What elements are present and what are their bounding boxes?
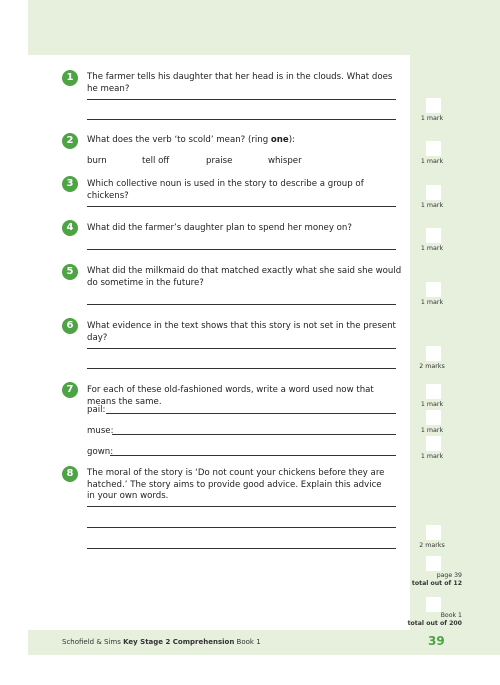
answer-line[interactable] xyxy=(87,506,396,507)
choice-option[interactable]: tell off xyxy=(142,156,170,166)
answer-line[interactable] xyxy=(87,206,396,207)
page-total-page: page 39 xyxy=(436,572,462,579)
mark-label: 1 mark xyxy=(420,299,444,306)
mark-box[interactable] xyxy=(426,436,441,451)
mark-box[interactable] xyxy=(426,410,441,425)
mark-box[interactable] xyxy=(426,384,441,399)
question-2-text: What does the verb ‘to scold’ mean? (ring one): xyxy=(87,135,295,145)
answer-line[interactable] xyxy=(87,348,396,349)
answer-line[interactable] xyxy=(87,99,396,100)
mark-label: 1 mark xyxy=(420,245,444,252)
question-5-text: What did the milkmaid do that matched exactly what she said she would do sometime in the future? xyxy=(87,266,402,288)
mark-label: 1 mark xyxy=(420,427,444,434)
mark-box[interactable] xyxy=(426,228,441,243)
mark-label: 1 mark xyxy=(420,453,444,460)
word-label-gown: gown: xyxy=(87,447,114,457)
answer-line[interactable] xyxy=(106,413,396,414)
question-number-5: 5 xyxy=(62,264,78,280)
mark-box[interactable] xyxy=(426,346,441,361)
mark-box[interactable] xyxy=(426,282,441,297)
mark-label: 2 marks xyxy=(419,363,445,370)
header-band xyxy=(28,0,500,55)
choice-option[interactable]: praise xyxy=(206,156,233,166)
choice-option[interactable]: whisper xyxy=(268,156,302,166)
book-total-box[interactable] xyxy=(426,597,441,612)
mark-box[interactable] xyxy=(426,185,441,200)
question-7-text: For each of these old-fashioned words, write a word used now that means the same. xyxy=(87,385,374,407)
question-number-6: 6 xyxy=(62,318,78,334)
answer-line[interactable] xyxy=(112,434,396,435)
footer-credit xyxy=(62,638,261,646)
mark-box[interactable] xyxy=(426,525,441,540)
page-total-box[interactable] xyxy=(426,556,441,571)
question-number-1: 1 xyxy=(62,70,78,86)
footer-publisher: Schofield & Sims xyxy=(62,638,121,646)
question-6-text: What evidence in the text shows that this story is not set in the present day? xyxy=(87,321,396,343)
choice-option[interactable]: burn xyxy=(87,156,107,166)
question-number-2: 2 xyxy=(62,133,78,149)
answer-line[interactable] xyxy=(87,527,396,528)
mark-box[interactable] xyxy=(426,141,441,156)
word-label-muse: muse: xyxy=(87,426,114,436)
answer-line[interactable] xyxy=(87,304,396,305)
mark-label: 1 mark xyxy=(420,401,444,408)
word-label-pail: pail: xyxy=(87,405,106,415)
question-number-3: 3 xyxy=(62,176,78,192)
question-8-text: The moral of the story is ‘Do not count your chickens before they are hatched.’ The story aims to provide good advice. Explain this advice in your own words. xyxy=(87,468,385,501)
question-number-4: 4 xyxy=(62,220,78,236)
question-1-text: The farmer tells his daughter that her head is in the clouds. What does he mean? xyxy=(87,72,393,94)
book-total-book: Book 1 xyxy=(440,612,462,619)
question-3-text: Which collective noun is used in the story to describe a group of chickens? xyxy=(87,179,364,201)
book-total-label xyxy=(402,612,462,628)
question-4-text: What did the farmer’s daughter plan to spend her money on? xyxy=(87,223,352,233)
answer-line[interactable] xyxy=(110,455,396,456)
mark-label: 2 marks xyxy=(419,542,445,549)
footer-book: Book 1 xyxy=(236,638,261,646)
question-number-8: 8 xyxy=(62,466,78,482)
mark-label: 1 mark xyxy=(420,115,444,122)
question-number-7: 7 xyxy=(62,382,78,398)
footer-series: Key Stage 2 Comprehension xyxy=(123,638,235,646)
page-total-out-of: total out of 12 xyxy=(411,580,462,587)
page-total-label xyxy=(402,572,462,588)
answer-line[interactable] xyxy=(87,119,396,120)
mark-box[interactable] xyxy=(426,98,441,113)
mark-label: 1 mark xyxy=(420,202,444,209)
mark-label: 1 mark xyxy=(420,158,444,165)
book-total-out-of: total out of 200 xyxy=(407,620,462,627)
answer-line[interactable] xyxy=(87,368,396,369)
page-number: 39 xyxy=(428,634,445,648)
answer-line[interactable] xyxy=(87,548,396,549)
answer-line[interactable] xyxy=(87,249,396,250)
